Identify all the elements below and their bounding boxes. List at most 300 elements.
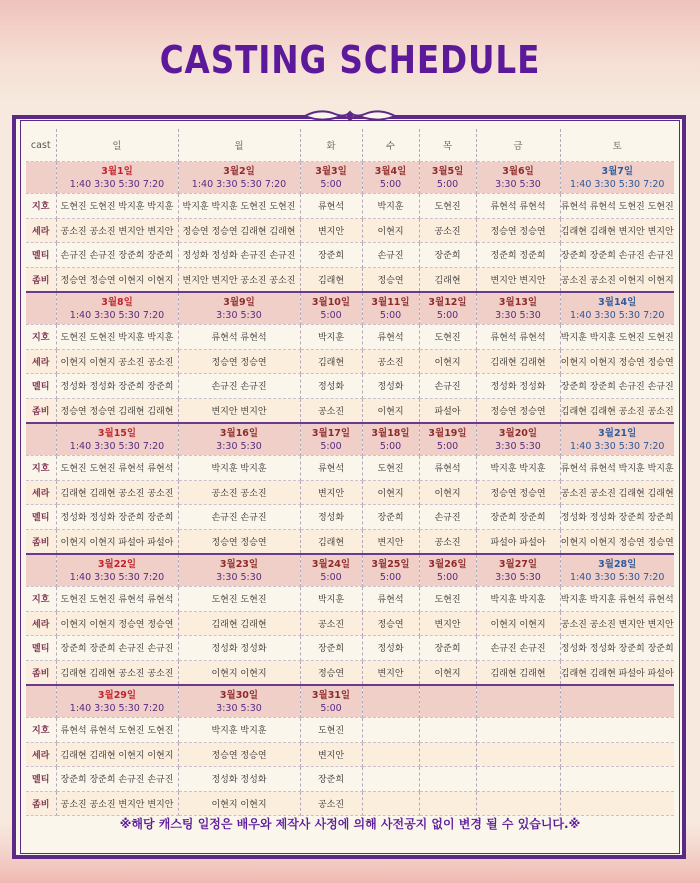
cast-cell: 정성화: [300, 505, 362, 530]
date-cell: [476, 685, 560, 718]
cast-cell: 김래현 김래현 공소진 공소진: [560, 398, 674, 423]
cast-cell: [362, 791, 419, 816]
cast-cell: 류현석 류현석: [476, 194, 560, 219]
cast-cell: 도현진: [362, 456, 419, 481]
date-cell: [560, 423, 674, 456]
cast-row: [26, 218, 674, 243]
cast-cell: 박지훈 박지훈: [476, 456, 560, 481]
cast-cell: 류현석 류현석 도현진 도현진: [560, 194, 674, 219]
performance-times: 3:30 5:30: [216, 702, 262, 714]
performance-date: 3월2일: [223, 165, 255, 177]
role-name: 좀비: [26, 660, 56, 685]
cast-cell: 도현진 도현진 박지훈 박지훈: [56, 194, 178, 219]
date-cell: [178, 685, 300, 718]
date-cell: [476, 292, 560, 325]
cast-cell: 김래현 김래현 변지안 변지안: [560, 218, 674, 243]
performance-times: 1:40 3:30 5:30 7:20: [69, 178, 165, 190]
cast-cell: 공소진 공소진: [178, 480, 300, 505]
role-name: 지호: [26, 718, 56, 743]
cast-cell: 손규진: [362, 243, 419, 268]
cast-cell: 장준희: [300, 767, 362, 792]
date-row-label: [26, 292, 56, 325]
cast-cell: 김래현 김래현 공소진 공소진: [56, 660, 178, 685]
date-row: [26, 423, 674, 456]
performance-date: 3월23일: [219, 558, 259, 570]
cast-cell: 김래현 김래현 공소진 공소진: [56, 480, 178, 505]
performance-times: 5:00: [320, 702, 342, 714]
performance-times: 3:30 5:30: [495, 178, 541, 190]
cast-cell: 파설아: [419, 398, 476, 423]
performance-times: 1:40 3:30 5:30 7:20: [570, 309, 665, 321]
cast-cell: 김래현 김래현: [476, 349, 560, 374]
cast-cell: 정성화 정성화 손규진 손규진: [178, 243, 300, 268]
performance-date: 3월12일: [428, 296, 467, 308]
performance-times: 5:00: [320, 178, 342, 190]
date-cell: [362, 423, 419, 456]
cast-cell: 도현진 도현진 박지훈 박지훈: [56, 325, 178, 350]
cast-cell: 도현진 도현진: [178, 587, 300, 612]
cast-cell: 정승연 정승연: [476, 480, 560, 505]
role-name: 지호: [26, 587, 56, 612]
cast-cell: 공소진 공소진 변지안 변지안: [56, 791, 178, 816]
header-day-4: 수: [362, 129, 419, 162]
performance-date: 3월1일: [101, 165, 133, 177]
date-cell: [560, 685, 674, 718]
cast-cell: 공소진 공소진 이현지 이현지: [560, 267, 674, 292]
cast-cell: 정승연: [300, 660, 362, 685]
performance-date: 3월16일: [219, 427, 259, 439]
cast-cell: 김래현 김래현 파설아 파설아: [560, 660, 674, 685]
cast-cell: 정승연 정승연: [178, 349, 300, 374]
date-row: [26, 162, 674, 194]
cast-row: [26, 505, 674, 530]
performance-date: 3월14일: [598, 296, 637, 308]
cast-cell: 류현석: [300, 194, 362, 219]
cast-cell: 박지훈 박지훈 도현진 도현진: [560, 325, 674, 350]
cast-row: [26, 636, 674, 661]
performance-date: 3월13일: [498, 296, 538, 308]
cast-cell: [560, 742, 674, 767]
date-cell: [178, 554, 300, 587]
date-cell: [178, 292, 300, 325]
performance-date: 3월9일: [223, 296, 255, 308]
performance-times: 3:30 5:30: [495, 309, 541, 321]
frame-ornament-icon: [300, 106, 400, 126]
cast-cell: 공소진: [300, 611, 362, 636]
performance-times: 5:00: [320, 440, 342, 452]
header-day-5: 목: [419, 129, 476, 162]
performance-times: 5:00: [436, 440, 459, 452]
date-cell: [56, 554, 178, 587]
cast-row: [26, 194, 674, 219]
cast-cell: 도현진: [419, 194, 476, 219]
cast-cell: 정성화 정성화: [476, 374, 560, 399]
cast-row: [26, 529, 674, 554]
cast-cell: [476, 767, 560, 792]
date-cell: [560, 554, 674, 587]
cast-row: [26, 791, 674, 816]
cast-cell: 류현석 류현석 도현진 도현진: [56, 718, 178, 743]
cast-cell: [560, 791, 674, 816]
date-cell: [362, 685, 419, 718]
performance-date: 3월27일: [498, 558, 538, 570]
performance-date: 3월4일: [374, 165, 407, 177]
role-name: 지호: [26, 194, 56, 219]
date-row-label: [26, 685, 56, 718]
cast-cell: 정승연 정승연 김래현 김래현: [178, 218, 300, 243]
cast-cell: 정승연 정승연: [476, 218, 560, 243]
performance-times: 3:30 5:30: [216, 309, 262, 321]
cast-cell: 공소진: [300, 791, 362, 816]
date-row: [26, 554, 674, 587]
cast-cell: 이현지 이현지 공소진 공소진: [56, 349, 178, 374]
cast-cell: [419, 718, 476, 743]
cast-cell: 이현지: [362, 398, 419, 423]
cast-cell: 변지안: [362, 660, 419, 685]
performance-date: 3월6일: [502, 165, 534, 177]
cast-cell: 변지안 변지안: [476, 267, 560, 292]
date-cell: [300, 292, 362, 325]
cast-cell: 공소진 공소진 변지안 변지안: [560, 611, 674, 636]
header-day-3: 화: [300, 129, 362, 162]
performance-times: 5:00: [436, 309, 459, 321]
performance-date: 3월22일: [97, 558, 137, 570]
cast-cell: 손규진 손규진: [476, 636, 560, 661]
performance-times: 5:00: [379, 440, 402, 452]
cast-cell: 정승연 정승연: [178, 529, 300, 554]
cast-row: [26, 267, 674, 292]
header-day-6: 금: [476, 129, 560, 162]
cast-cell: 정성화 정성화: [178, 636, 300, 661]
date-cell: [362, 554, 419, 587]
performance-date: 3월3일: [315, 165, 347, 177]
cast-cell: 김래현 김래현: [178, 611, 300, 636]
cast-row: [26, 611, 674, 636]
cast-cell: [419, 791, 476, 816]
cast-cell: 이현지 이현지 정승연 정승연: [56, 611, 178, 636]
cast-cell: 정성화 정성화 장준희 장준희: [56, 374, 178, 399]
header-row: [26, 129, 674, 162]
cast-row: [26, 349, 674, 374]
cast-cell: [362, 767, 419, 792]
cast-row: [26, 587, 674, 612]
cast-cell: 정성화: [300, 374, 362, 399]
date-cell: [476, 423, 560, 456]
date-cell: [419, 292, 476, 325]
date-cell: [419, 554, 476, 587]
performance-times: 5:00: [379, 178, 402, 190]
cast-cell: 공소진 공소진 변지안 변지안: [56, 218, 178, 243]
cast-cell: 정성화 정성화 장준희 장준희: [56, 505, 178, 530]
date-cell: [419, 423, 476, 456]
cast-cell: 변지안 변지안 공소진 공소진: [178, 267, 300, 292]
cast-cell: 파설아 파설아: [476, 529, 560, 554]
date-cell: [560, 162, 674, 194]
cast-cell: 박지훈 박지훈: [178, 456, 300, 481]
cast-cell: 장준희: [419, 243, 476, 268]
role-name: 멜티: [26, 505, 56, 530]
cast-cell: 이현지 이현지: [178, 660, 300, 685]
cast-cell: 손규진 손규진: [178, 505, 300, 530]
cast-row: [26, 398, 674, 423]
performance-times: 1:40 3:30 5:30 7:20: [570, 571, 665, 583]
performance-date: 3월8일: [101, 296, 133, 308]
role-name: 세라: [26, 349, 56, 374]
cast-cell: 정승연 정승연: [178, 742, 300, 767]
date-row-label: [26, 423, 56, 456]
role-name: 멜티: [26, 243, 56, 268]
cast-cell: 류현석: [300, 456, 362, 481]
performance-times: 5:00: [436, 178, 459, 190]
cast-cell: 박지훈: [300, 325, 362, 350]
cast-cell: 정준희 정준희: [476, 243, 560, 268]
performance-times: 5:00: [436, 571, 459, 583]
performance-date: 3월18일: [371, 427, 410, 439]
cast-cell: 정승연 정승연: [476, 398, 560, 423]
cast-cell: 정성화: [362, 374, 419, 399]
performance-date: 3월7일: [601, 165, 634, 177]
cast-cell: [362, 718, 419, 743]
date-row-label: [26, 162, 56, 194]
performance-date: 3월19일: [428, 427, 467, 439]
cast-row: [26, 325, 674, 350]
cast-cell: 이현지 이현지: [178, 791, 300, 816]
page-title: CASTING SCHEDULE: [159, 38, 541, 82]
cast-cell: 이현지: [362, 480, 419, 505]
cast-cell: 김래현: [300, 267, 362, 292]
cast-row: [26, 243, 674, 268]
cast-cell: 이현지 이현지 파설아 파설아: [56, 529, 178, 554]
cast-cell: 도현진 도현진 류현석 류현석: [56, 456, 178, 481]
cast-cell: 이현지: [419, 480, 476, 505]
cast-cell: 변지안: [300, 480, 362, 505]
role-name: 세라: [26, 611, 56, 636]
cast-cell: 변지안: [300, 742, 362, 767]
cast-cell: 변지안: [419, 611, 476, 636]
cast-cell: 김래현 김래현 이현지 이현지: [56, 742, 178, 767]
cast-cell: 박지훈 박지훈 류현석 류현석: [560, 587, 674, 612]
date-cell: [56, 162, 178, 194]
date-row: [26, 685, 674, 718]
role-name: 좀비: [26, 398, 56, 423]
role-name: 좀비: [26, 791, 56, 816]
cast-row: [26, 480, 674, 505]
role-name: 지호: [26, 456, 56, 481]
cast-cell: 도현진: [300, 718, 362, 743]
cast-row: [26, 374, 674, 399]
cast-cell: 박지훈 박지훈: [476, 587, 560, 612]
cast-cell: 이현지: [419, 660, 476, 685]
cast-cell: 손규진: [419, 374, 476, 399]
cast-cell: 도현진: [419, 325, 476, 350]
cast-cell: 정승연 정승연 김래현 김래현: [56, 398, 178, 423]
performance-date: 3월5일: [431, 165, 464, 177]
cast-row: [26, 742, 674, 767]
cast-cell: 장준희: [300, 636, 362, 661]
cast-cell: 정승연: [362, 267, 419, 292]
cast-cell: 도현진: [419, 587, 476, 612]
role-name: 멜티: [26, 767, 56, 792]
performance-times: 1:40 3:30 5:30 7:20: [69, 309, 165, 321]
cast-cell: 도현진 도현진 류현석 류현석: [56, 587, 178, 612]
cast-cell: [419, 767, 476, 792]
performance-times: 1:40 3:30 5:30 7:20: [69, 702, 165, 714]
cast-cell: 정성화 정성화 장준희 장준희: [560, 636, 674, 661]
cast-cell: 공소진: [419, 218, 476, 243]
date-cell: [419, 685, 476, 718]
performance-date: 3월11일: [371, 296, 410, 308]
performance-date: 3월15일: [97, 427, 137, 439]
performance-date: 3월26일: [428, 558, 467, 570]
performance-date: 3월10일: [311, 296, 351, 308]
cast-row: [26, 718, 674, 743]
performance-date: 3월25일: [371, 558, 410, 570]
header-day-7: 토: [560, 129, 674, 162]
cast-cell: 이현지: [362, 218, 419, 243]
cast-cell: 이현지 이현지 정승연 정승연: [560, 349, 674, 374]
cast-cell: 김래현: [300, 529, 362, 554]
date-cell: [476, 162, 560, 194]
cast-cell: 박지훈: [362, 194, 419, 219]
cast-cell: 장준희: [362, 505, 419, 530]
schedule-body: [26, 162, 674, 816]
cast-cell: 장준희: [419, 636, 476, 661]
cast-cell: 장준희: [300, 243, 362, 268]
cast-cell: [476, 742, 560, 767]
cast-cell: 장준희 장준희 손규진 손규진: [560, 374, 674, 399]
cast-cell: 손규진 손규진: [178, 374, 300, 399]
performance-date: 3월30일: [219, 689, 259, 701]
cast-cell: 류현석 류현석: [476, 325, 560, 350]
cast-cell: 이현지 이현지: [476, 611, 560, 636]
cast-cell: [419, 742, 476, 767]
header-cast: cast: [26, 129, 56, 162]
cast-cell: 공소진: [300, 398, 362, 423]
header-day-1: 일: [56, 129, 178, 162]
cast-cell: 김래현 김래현: [476, 660, 560, 685]
cast-cell: 정승연 정승연 이현지 이현지: [56, 267, 178, 292]
cast-cell: 류현석: [362, 587, 419, 612]
date-cell: [178, 162, 300, 194]
role-name: 세라: [26, 480, 56, 505]
cast-cell: 김래현: [419, 267, 476, 292]
cast-cell: 장준희 장준희 손규진 손규진: [56, 636, 178, 661]
cast-cell: 박지훈: [300, 587, 362, 612]
cast-cell: [362, 742, 419, 767]
date-cell: [56, 423, 178, 456]
cast-cell: 손규진 손규진 장준희 장준희: [56, 243, 178, 268]
cast-cell: 김래현: [300, 349, 362, 374]
cast-cell: 변지안: [300, 218, 362, 243]
cast-cell: 변지안: [362, 529, 419, 554]
performance-times: 5:00: [379, 309, 402, 321]
cast-cell: [560, 718, 674, 743]
performance-times: 1:40 3:30 5:30 7:20: [191, 178, 287, 190]
performance-times: 3:30 5:30: [216, 440, 262, 452]
role-name: 지호: [26, 325, 56, 350]
change-notice: ※해당 캐스팅 일정은 배우와 제작사 사정에 의해 사전공지 없이 변경 될 수 있습니다.※: [119, 817, 581, 831]
cast-cell: [476, 791, 560, 816]
date-cell: [56, 292, 178, 325]
performance-times: 1:40 3:30 5:30 7:20: [570, 178, 665, 190]
performance-date: 3월28일: [598, 558, 637, 570]
cast-cell: 류현석 류현석 박지훈 박지훈: [560, 456, 674, 481]
role-name: 세라: [26, 742, 56, 767]
date-cell: [476, 554, 560, 587]
cast-cell: 공소진 공소진 김래현 김래현: [560, 480, 674, 505]
cast-cell: 이현지 이현지 정승연 정승연: [560, 529, 674, 554]
cast-cell: 변지안 변지안: [178, 398, 300, 423]
performance-times: 1:40 3:30 5:30 7:20: [69, 571, 165, 583]
cast-cell: 장준희 장준희: [476, 505, 560, 530]
cast-cell: [560, 767, 674, 792]
cast-cell: 장준희 장준희 손규진 손규진: [56, 767, 178, 792]
performance-date: 3월20일: [498, 427, 538, 439]
cast-cell: 박지훈 박지훈 도현진 도현진: [178, 194, 300, 219]
date-cell: [300, 423, 362, 456]
cast-cell: 장준희 장준희 손규진 손규진: [560, 243, 674, 268]
role-name: 좀비: [26, 267, 56, 292]
performance-date: 3월21일: [598, 427, 637, 439]
date-cell: [560, 292, 674, 325]
cast-cell: 손규진: [419, 505, 476, 530]
date-row: [26, 292, 674, 325]
performance-times: 1:40 3:30 5:30 7:20: [570, 440, 665, 452]
date-cell: [419, 162, 476, 194]
role-name: 좀비: [26, 529, 56, 554]
date-cell: [300, 162, 362, 194]
cast-cell: 정성화 정성화: [178, 767, 300, 792]
performance-times: 5:00: [379, 571, 402, 583]
date-cell: [300, 685, 362, 718]
cast-cell: 정승연: [362, 611, 419, 636]
date-cell: [362, 162, 419, 194]
cast-cell: [476, 718, 560, 743]
cast-cell: 박지훈 박지훈: [178, 718, 300, 743]
performance-date: 3월31일: [311, 689, 351, 701]
cast-cell: 정성화 정성화 장준희 장준희: [560, 505, 674, 530]
cast-cell: 공소진: [419, 529, 476, 554]
performance-times: 3:30 5:30: [216, 571, 262, 583]
performance-date: 3월29일: [97, 689, 137, 701]
performance-times: 1:40 3:30 5:30 7:20: [69, 440, 165, 452]
date-cell: [56, 685, 178, 718]
role-name: 세라: [26, 218, 56, 243]
cast-row: [26, 767, 674, 792]
cast-cell: 공소진: [362, 349, 419, 374]
performance-times: 3:30 5:30: [495, 440, 541, 452]
header-day-2: 월: [178, 129, 300, 162]
date-cell: [178, 423, 300, 456]
performance-times: 3:30 5:30: [495, 571, 541, 583]
cast-cell: 류현석 류현석: [178, 325, 300, 350]
cast-cell: 정성화: [362, 636, 419, 661]
cast-row: [26, 456, 674, 481]
cast-cell: 이현지: [419, 349, 476, 374]
casting-schedule-table: [26, 129, 674, 816]
role-name: 멜티: [26, 636, 56, 661]
performance-date: 3월24일: [311, 558, 351, 570]
performance-times: 5:00: [320, 571, 342, 583]
cast-cell: 류현석: [362, 325, 419, 350]
date-cell: [362, 292, 419, 325]
date-cell: [300, 554, 362, 587]
cast-cell: 류현석: [419, 456, 476, 481]
cast-row: [26, 660, 674, 685]
performance-date: 3월17일: [311, 427, 351, 439]
role-name: 멜티: [26, 374, 56, 399]
date-row-label: [26, 554, 56, 587]
